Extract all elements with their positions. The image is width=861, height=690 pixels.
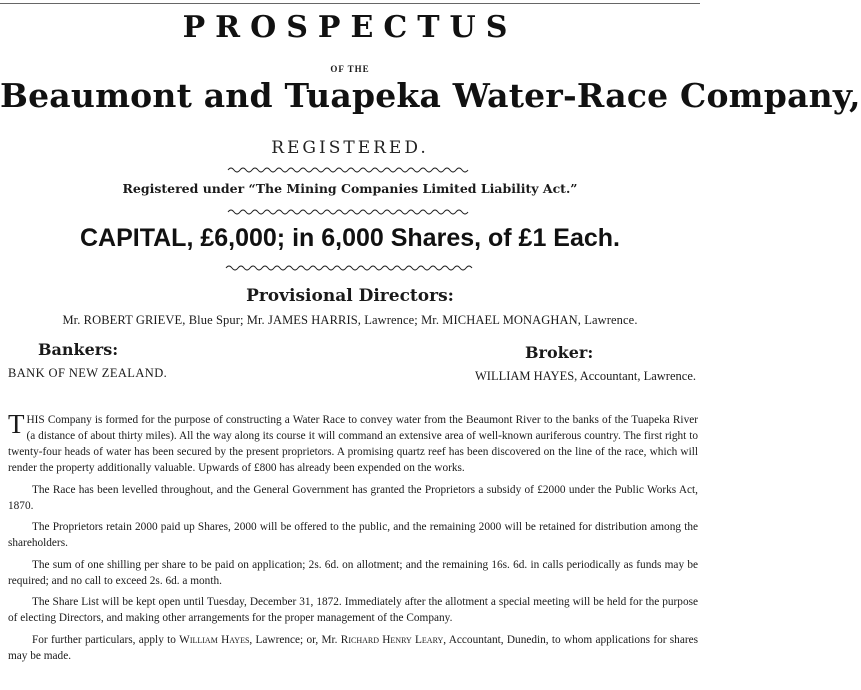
paragraph-5: The Share List will be kept open until Tuesday, December 31, 1872. Immediately after the allotment a special meeting will be held for the purpose of electing Directors, and making other arrangements for the proper management of the Company. [8,596,698,624]
top-rule [0,3,700,4]
paragraph-4: The sum of one shilling per share to be paid on application; 2s. 6d. on allotment; and the remaining 16s. 6d. in calls periodically as funds may be required; and no call to exceed 2s. 6d. a month. [8,558,698,587]
paragraph-2: The Race has been levelled throughout, and the General Government has granted the Proprietors a subsidy of £2000 under the Public Works Act, 1870. [8,483,698,512]
directors-names: Mr. ROBERT GRIEVE, Blue Spur; Mr. JAMES HARRIS, Lawrence; Mr. MICHAEL MONAGHAN, Lawrence. [62,313,638,327]
paragraph-6-text-c: , Accountant, Dunedin, to whom applications for shares may be made. [8,633,699,662]
contact-name-1: William Hayes [179,633,250,646]
prospectus-body [8,406,698,669]
drop-cap: T [8,409,25,439]
wavy-rule-2 [228,208,472,216]
registered-label: REGISTERED. [271,138,429,158]
wavy-rule-3 [226,264,474,272]
of-the-label: OF THE [330,64,370,74]
broker-value: WILLIAM HAYES, Accountant, Lawrence. [474,369,696,383]
contact-name-2: Richard Henry Leary [340,633,444,646]
paragraph-6-text-a: For further particulars, apply to [32,633,180,646]
paragraph-3: The Proprietors retain 2000 paid up Shares, 2000 will be offered to the public, and the remaining 2000 will be retained for distribution among the shareholders. [8,521,698,549]
capital-line: CAPITAL, £6,000; in 6,000 Shares, of £1 Each. [79,224,621,252]
directors-heading: Provisional Directors: [246,286,454,306]
prospectus-title: PROSPECTUS [182,10,518,45]
bankers-heading: Bankers: [38,340,119,359]
paragraph-1 [8,409,698,476]
wavy-rule-1 [228,166,472,174]
company-name: Beaumont and Tuapeka Water-Race Company, [0,76,861,115]
broker-heading: Broker: [525,343,594,362]
act-line: Registered under “The Mining Companies Limited Liability Act.” [122,181,578,196]
bankers-value: BANK OF NEW ZEALAND. [8,366,168,380]
paragraph-6-text-b: , Lawrence; or, Mr. [249,633,341,646]
paragraph-1-text: HIS Company is formed for the purpose of constructing a Water Race to convey water from the Beaumont River to the banks of the Tuapeka River (a distance of about thirty miles). All the way along its course it will command an extensive area of well-known auriferous country. The first right to twenty-four heads of water has been secured by the present proprietors. A promising quartz reef has been discovered on the line of the race, which will render the property additionally valuable. Upwards of £800 has already been expended on the works. [8,414,698,474]
paragraph-6 [8,632,698,664]
